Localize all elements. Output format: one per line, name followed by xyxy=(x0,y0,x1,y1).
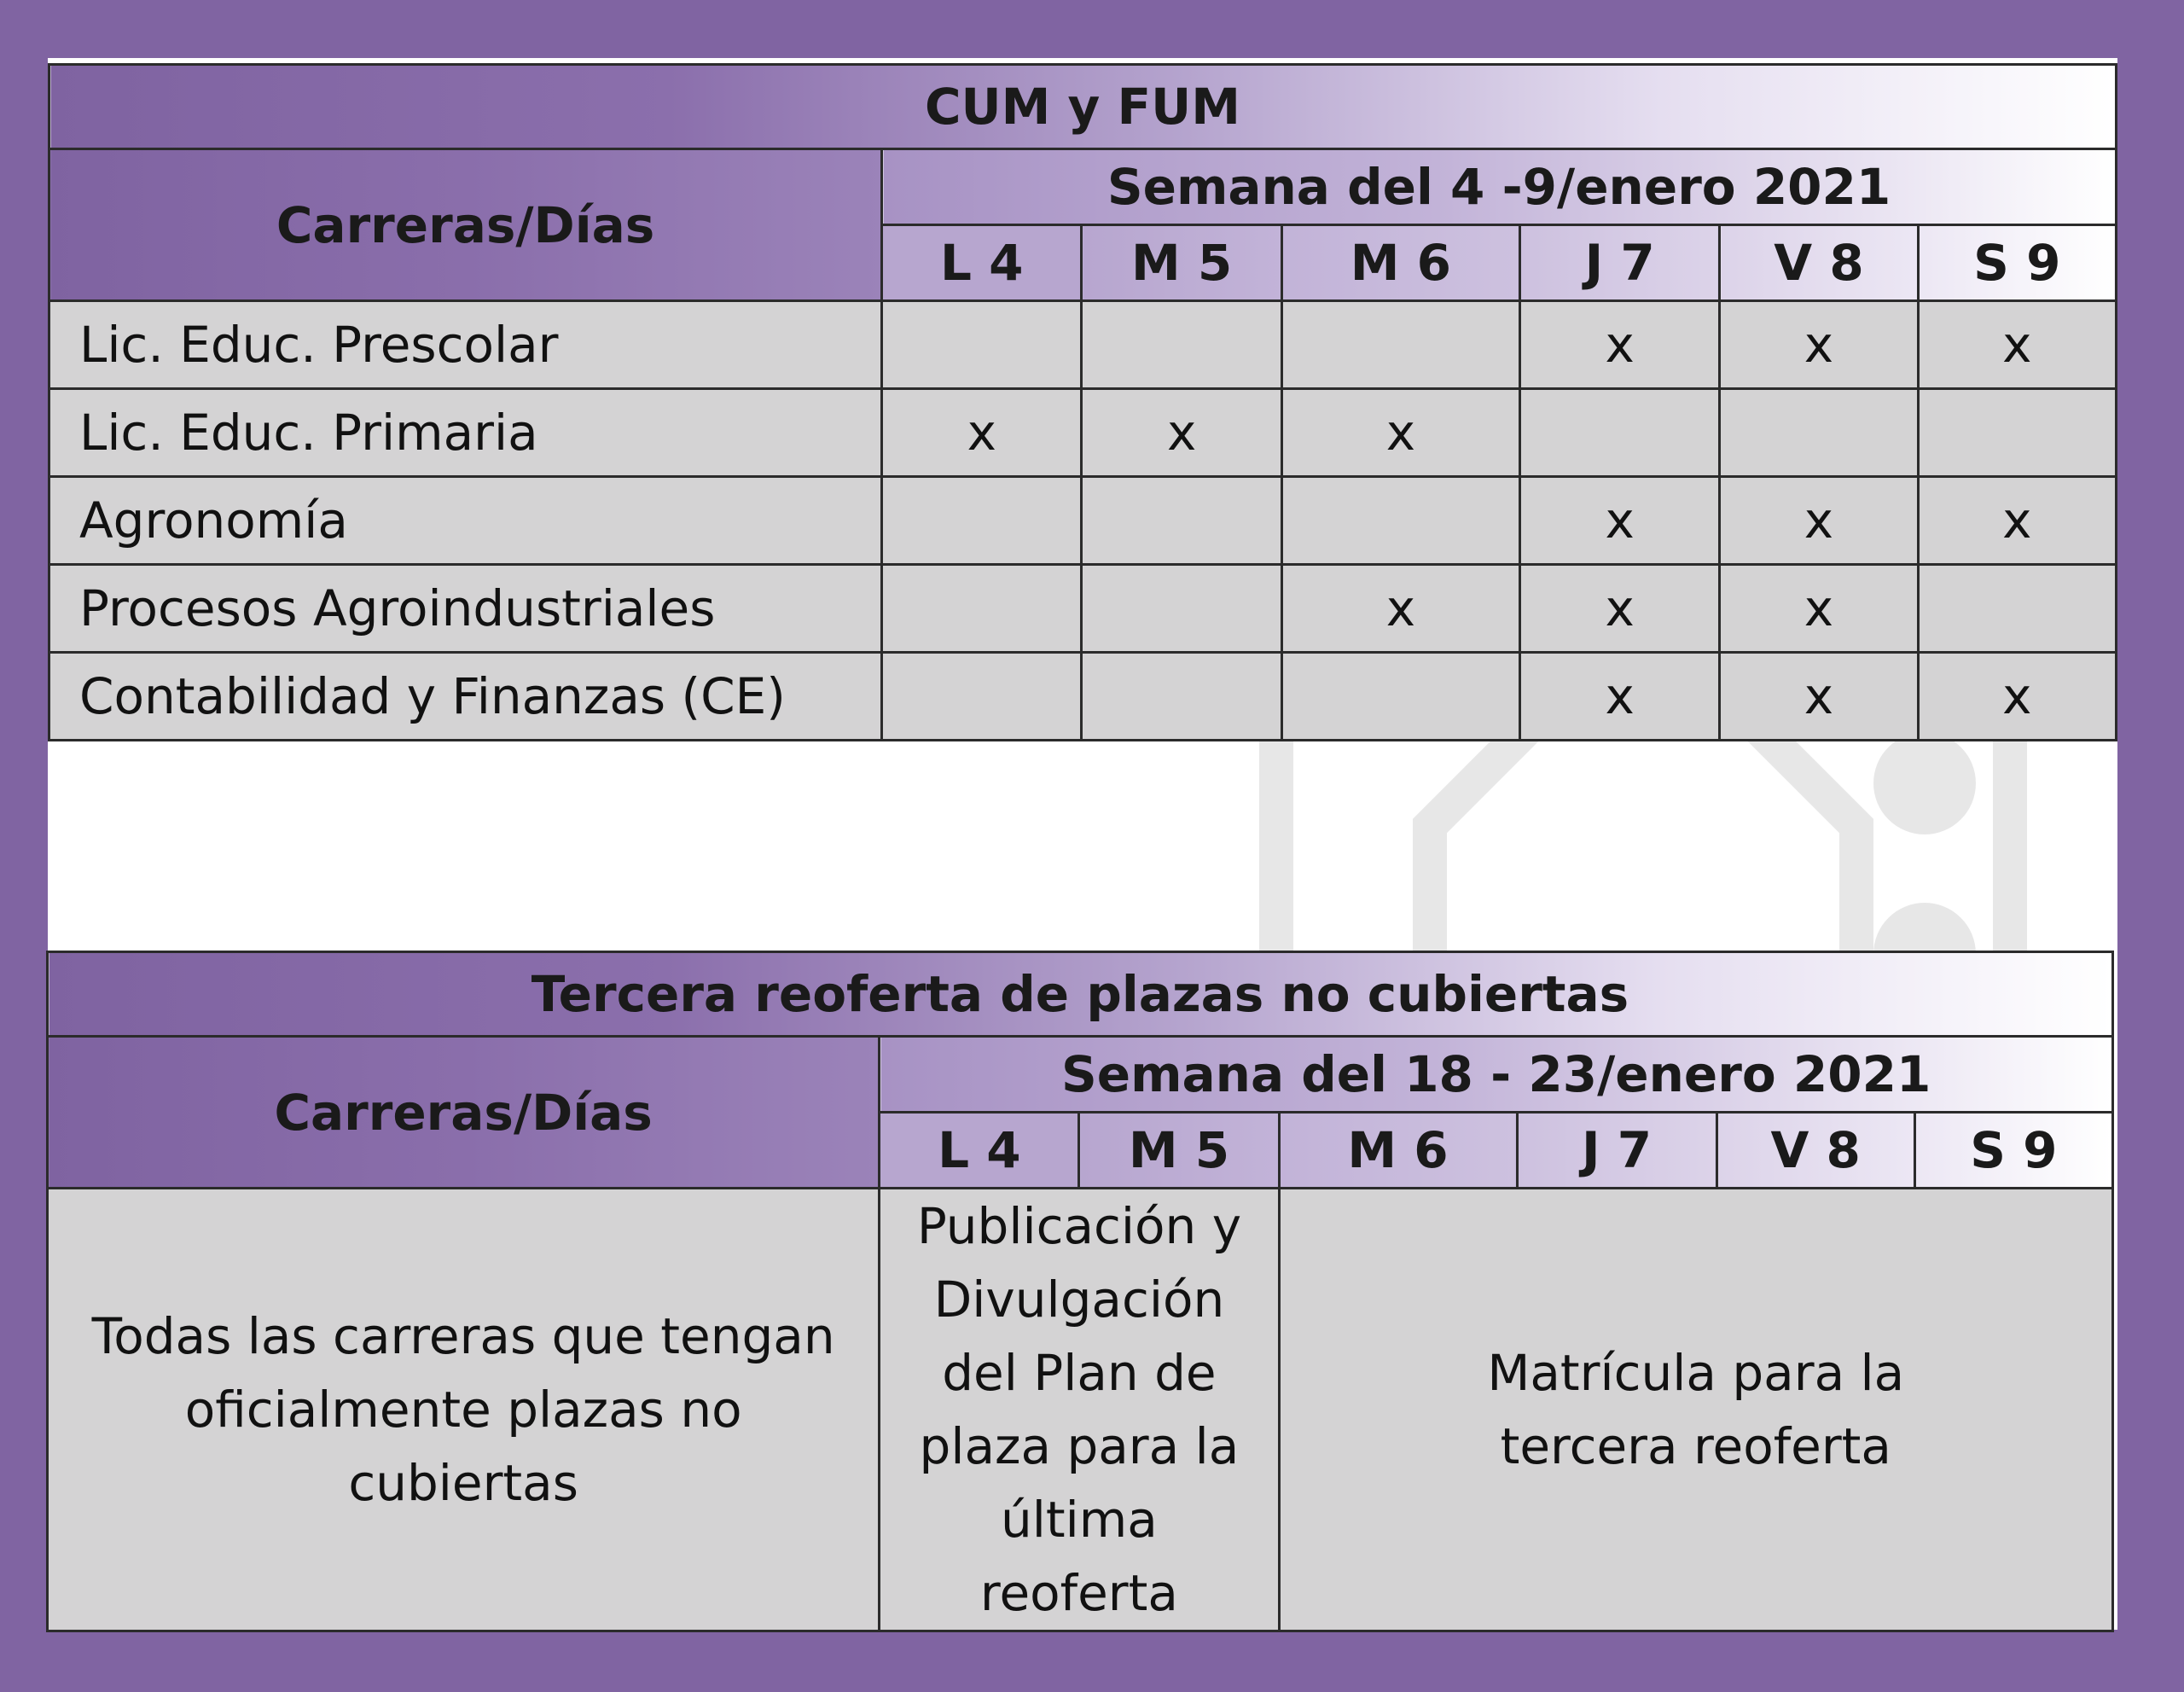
publication-text: Publicación y Divulgación del Plan de plaza para la última reoferta xyxy=(916,1197,1242,1622)
day-mark-cell xyxy=(1082,477,1281,565)
day-mark-cell: x xyxy=(1918,653,2116,741)
day-header: S 9 xyxy=(1918,225,2116,301)
career-name: Lic. Educ. Primaria xyxy=(49,389,882,477)
day-mark-cell: x xyxy=(1519,477,1719,565)
day-mark-cell xyxy=(1918,389,2116,477)
day-mark-cell xyxy=(882,301,1082,389)
day-mark-cell xyxy=(1918,565,2116,653)
day-mark-cell: x xyxy=(1720,653,1918,741)
enrollment-text: Matrícula para la tercera reoferta xyxy=(1487,1344,1905,1475)
day-mark-cell xyxy=(1082,653,1281,741)
day-mark-cell xyxy=(1082,301,1281,389)
row-header: Carreras/Días xyxy=(48,1037,880,1189)
day-mark-cell: x xyxy=(1519,301,1719,389)
day-mark-cell xyxy=(882,653,1082,741)
table-row xyxy=(49,477,2117,565)
day-mark-cell xyxy=(1082,565,1281,653)
publication-cell xyxy=(880,1189,1279,1631)
row-header: Carreras/Días xyxy=(49,149,882,301)
day-header: S 9 xyxy=(1914,1113,2112,1189)
day-header: M 6 xyxy=(1281,225,1519,301)
day-mark-cell xyxy=(882,565,1082,653)
table-row xyxy=(49,565,2117,653)
day-header: M 5 xyxy=(1079,1113,1279,1189)
week-header: Semana del 4 -9/enero 2021 xyxy=(882,149,2117,225)
day-mark-cell xyxy=(1720,389,1918,477)
day-mark-cell: x xyxy=(1281,565,1519,653)
career-name: Agronomía xyxy=(49,477,882,565)
career-name: Contabilidad y Finanzas (CE) xyxy=(49,653,882,741)
day-header: M 5 xyxy=(1082,225,1281,301)
day-mark-cell: x xyxy=(1519,653,1719,741)
day-mark-cell: x xyxy=(1720,565,1918,653)
day-mark-cell xyxy=(1281,477,1519,565)
week-header: Semana del 18 - 23/enero 2021 xyxy=(880,1037,2113,1113)
day-header: L 4 xyxy=(880,1113,1079,1189)
day-mark-cell: x xyxy=(1281,389,1519,477)
schedule-table-third-reoffer xyxy=(46,951,2114,1632)
day-mark-cell: x xyxy=(1720,477,1918,565)
day-mark-cell: x xyxy=(1918,477,2116,565)
table-row xyxy=(49,389,2117,477)
careers-text: Todas las carreras que tengan oficialmente plazas no cubiertas xyxy=(91,1307,835,1512)
schedule-table-cum-fum xyxy=(48,63,2117,741)
day-mark-cell: x xyxy=(1519,565,1719,653)
careers-cell xyxy=(48,1189,880,1631)
day-header: V 8 xyxy=(1720,225,1918,301)
day-mark-cell: x xyxy=(1720,301,1918,389)
day-header: V 8 xyxy=(1716,1113,1914,1189)
table-title: Tercera reoferta de plazas no cubiertas xyxy=(48,952,2113,1037)
day-header: J 7 xyxy=(1517,1113,1716,1189)
day-mark-cell: x xyxy=(882,389,1082,477)
day-header: J 7 xyxy=(1519,225,1719,301)
day-mark-cell: x xyxy=(1918,301,2116,389)
enrollment-cell xyxy=(1279,1189,2112,1631)
day-header: M 6 xyxy=(1279,1113,1517,1189)
day-mark-cell xyxy=(1281,653,1519,741)
table-row xyxy=(49,301,2117,389)
day-mark-cell xyxy=(1519,389,1719,477)
day-header: L 4 xyxy=(882,225,1082,301)
day-mark-cell xyxy=(1281,301,1519,389)
day-mark-cell xyxy=(882,477,1082,565)
day-mark-cell: x xyxy=(1082,389,1281,477)
table-row xyxy=(49,653,2117,741)
career-name: Procesos Agroindustriales xyxy=(49,565,882,653)
career-name: Lic. Educ. Prescolar xyxy=(49,301,882,389)
table-title: CUM y FUM xyxy=(49,65,2117,149)
